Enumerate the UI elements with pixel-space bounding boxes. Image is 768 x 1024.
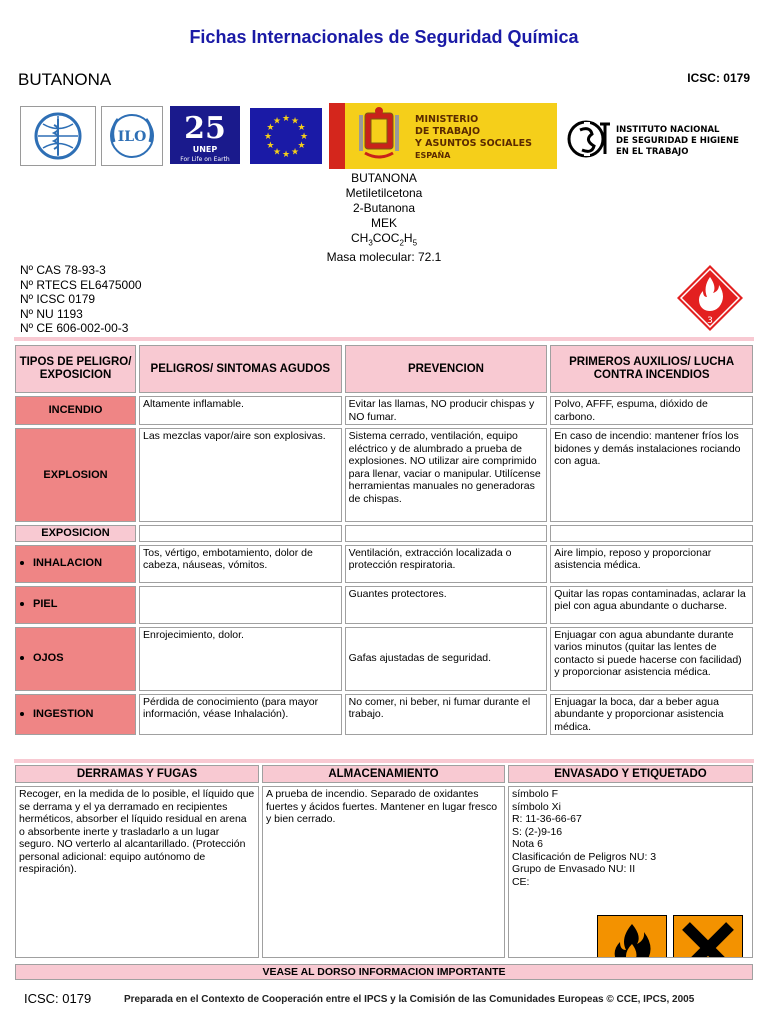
insht-line-2: DE SEGURIDAD E HIGIENE: [616, 136, 739, 146]
eu-star-icon: ★: [297, 122, 306, 132]
cell-almacenamiento: A prueba de incendio. Separado de oxidantes fuertes y ácidos fuertes. Mantener en lugar fresco y bien cerrado.: [262, 786, 505, 958]
eu-star-icon: ★: [263, 131, 273, 141]
table-row: [15, 586, 753, 624]
substance-synonyms: [0, 171, 768, 246]
cell-auxilios: En caso de incendio: mantener fríos los bidones y demás instalaciones rociando con agua.: [550, 428, 753, 522]
rtecs-number: Nº RTECS EL6475000: [20, 277, 142, 292]
cell-peligros: Altamente inflamable.: [139, 396, 342, 425]
table-row: [15, 525, 753, 542]
cell-prevencion: Guantes protectores.: [345, 586, 548, 624]
table-row: [15, 627, 753, 691]
header-derrames: DERRAMAS Y FUGAS: [15, 765, 259, 783]
cell-derrames: Recoger, en la medida de lo posible, el líquido que se derrama y el ya derramado en recipientes herméticos, absorber el líquido residual en arena o absorbente inerte y trasladarlo a un lugar seguro. NO verterlo al alcantarillado. (Protección personal adicional: equipo autónomo de respiración).: [15, 786, 259, 958]
header-envasado: ENVASADO Y ETIQUETADO: [508, 765, 753, 783]
row-label-inhalacion: INHALACION: [15, 545, 136, 583]
footer-prepared-note: Preparada en el Contexto de Cooperación entre el IPCS y la Comisión de las Comunidades Europeas © CCE, IPCS, 2005: [124, 994, 695, 1005]
ilo-logo-text: ILO: [117, 129, 147, 145]
cas-number: Nº CAS 78-93-3: [20, 263, 106, 277]
insht-logo: [566, 118, 756, 160]
cell-prevencion: No comer, ni beber, ni fumar durante el trabajo.: [345, 694, 548, 736]
chemical-formula: $CH_3COC_2H_5$: [350, 231, 418, 248]
header-almacenamiento: ALMACENAMIENTO: [262, 765, 505, 783]
synonym: BUTANONA: [351, 171, 417, 185]
cell-auxilios: Polvo, AFFF, espuma, dióxido de carbono.: [550, 396, 753, 425]
bullet-icon: [20, 656, 24, 660]
important-notice: VEASE AL DORSO INFORMACION IMPORTANTE: [15, 964, 753, 980]
ministerio-logo: [329, 103, 557, 169]
table-row: [15, 545, 753, 583]
bullet-icon: [20, 602, 24, 606]
row-label-exposicion: EXPOSICION: [15, 525, 136, 542]
bullet-icon: [20, 712, 24, 716]
cell-prevencion: Ventilación, extracción localizada o protección respiratoria.: [345, 545, 548, 583]
cell-peligros: [139, 586, 342, 624]
ec-number: Nº CE 606-002-00-3: [20, 321, 129, 335]
bullet-icon: [20, 561, 24, 565]
cell-empty: [345, 525, 548, 542]
unep-number: 25: [184, 111, 226, 146]
eu-star-icon: ★: [297, 140, 306, 150]
icsc-number: ICSC: 0179: [687, 71, 750, 85]
ministerio-line-1: MINISTERIO: [415, 114, 479, 125]
header-tipos: TIPOS DE PELIGRO/ EXPOSICION: [15, 345, 136, 393]
cell-prevencion: Gafas ajustadas de seguridad.: [345, 627, 548, 691]
flammable-liquid-diamond-icon: [675, 263, 745, 333]
cell-auxilios: Enjuagar la boca, dar a beber agua abundante y proporcionar asistencia médica.: [550, 694, 753, 736]
label-line: Clasificación de Peligros NU: 3: [511, 850, 657, 863]
hazard-table: [12, 342, 756, 738]
label-line: Grupo de Envasado NU: II: [511, 863, 636, 875]
cell-auxilios: Aire limpio, reposo y proporcionar asistencia médica.: [550, 545, 753, 583]
hazard-class-number: 3: [707, 316, 713, 326]
cell-auxilios: Quitar las ropas contaminadas, aclarar la piel con agua abundante o ducharse.: [550, 586, 753, 624]
table-row: [15, 428, 753, 522]
storage-table: [12, 762, 756, 961]
flammable-f-symbol-icon: [597, 915, 667, 958]
label-line: Nota 6: [511, 838, 543, 850]
row-label-ojos: OJOS: [15, 627, 136, 691]
cell-empty: [139, 525, 342, 542]
row-label-explosion: EXPLOSION: [15, 428, 136, 522]
ministerio-line-3: Y ASUNTOS SOCIALES: [415, 138, 532, 149]
synonym: Metiletilcetona: [345, 186, 423, 200]
row-label-piel: PIEL: [15, 586, 136, 624]
cell-prevencion: Sistema cerrado, ventilación, equipo eléctrico y de alumbrado a prueba de explosiones. NO utilizar aire comprimido para llenar, vaciar o manipular. Utilícense herramientas manuales no generadoras de chispas.: [345, 428, 548, 522]
eu-star-icon: ★: [281, 149, 291, 159]
cell-empty: [550, 525, 753, 542]
eu-star-icon: ★: [272, 115, 282, 126]
label-line: S: (2-)9-16: [511, 825, 563, 838]
eu-star-icon: ★: [266, 122, 275, 132]
eu-star-icon: ★: [290, 115, 300, 126]
document-title: Fichas Internacionales de Seguridad Química: [189, 27, 579, 47]
section-divider: [14, 337, 754, 341]
cell-peligros: Enrojecimiento, dolor.: [139, 627, 342, 691]
substance-name: BUTANONA: [18, 70, 112, 89]
table-row: [15, 396, 753, 425]
eu-stars-icon: [250, 108, 322, 164]
unep-slogan: For Life on Earth: [180, 156, 230, 163]
cell-peligros: Las mezclas vapor/aire son explosivas.: [139, 428, 342, 522]
molecular-mass: Masa molecular: 72.1: [326, 250, 442, 264]
un-number: Nº NU 1193: [20, 306, 83, 321]
header-auxilios: PRIMEROS AUXILIOS/ LUCHA CONTRA INCENDIOS: [550, 345, 753, 393]
identifiers-list: [20, 263, 142, 336]
header-peligros: PELIGROS/ SINTOMAS AGUDOS: [139, 345, 342, 393]
synonym: 2-Butanona: [352, 201, 416, 215]
eu-star-icon: ★: [281, 113, 291, 123]
cell-prevencion: Evitar las llamas, NO producir chispas y NO fumar.: [345, 396, 548, 425]
ilo-logo: [101, 106, 163, 166]
who-logo: [20, 106, 96, 166]
eu-flag-logo: [250, 108, 322, 164]
eu-star-icon: ★: [266, 140, 275, 150]
eu-star-icon: ★: [299, 131, 309, 141]
row-label-incendio: INCENDIO: [15, 396, 136, 425]
irritant-xi-symbol-icon: [673, 915, 743, 958]
cell-envasado: [508, 786, 753, 958]
label-line: R: 11-36-66-67: [511, 813, 582, 825]
synonym: MEK: [370, 216, 397, 230]
eu-star-icon: ★: [290, 146, 300, 157]
unep-logo: [170, 106, 240, 164]
cell-auxilios: Enjuagar con agua abundante durante varios minutos (quitar las lentes de contacto si puede hacerse con facilidad) y proporcionar asistencia médica.: [550, 627, 753, 691]
cell-peligros: Tos, vértigo, embotamiento, dolor de cabeza, náuseas, vómitos.: [139, 545, 342, 583]
ministerio-line-4: ESPAÑA: [415, 151, 451, 160]
cell-peligros: Pérdida de conocimiento (para mayor información, véase Inhalación).: [139, 694, 342, 736]
unep-text: UNEP: [192, 145, 218, 154]
ministerio-line-2: DE TRABAJO: [415, 126, 481, 137]
label-line: símbolo F: [511, 788, 559, 800]
eu-star-icon: ★: [272, 146, 282, 157]
header-prevencion: PREVENCION: [345, 345, 548, 393]
icsc-id: Nº ICSC 0179: [20, 292, 96, 306]
footer-icsc-number: ICSC: 0179: [24, 991, 92, 1006]
insht-line-3: EN EL TRABAJO: [616, 147, 689, 157]
row-label-ingestion: INGESTION: [15, 694, 136, 736]
table-row: [15, 694, 753, 736]
insht-line-1: INSTITUTO NACIONAL: [616, 125, 720, 135]
label-line: símbolo Xi: [511, 800, 561, 813]
label-line: CE:: [511, 875, 530, 888]
